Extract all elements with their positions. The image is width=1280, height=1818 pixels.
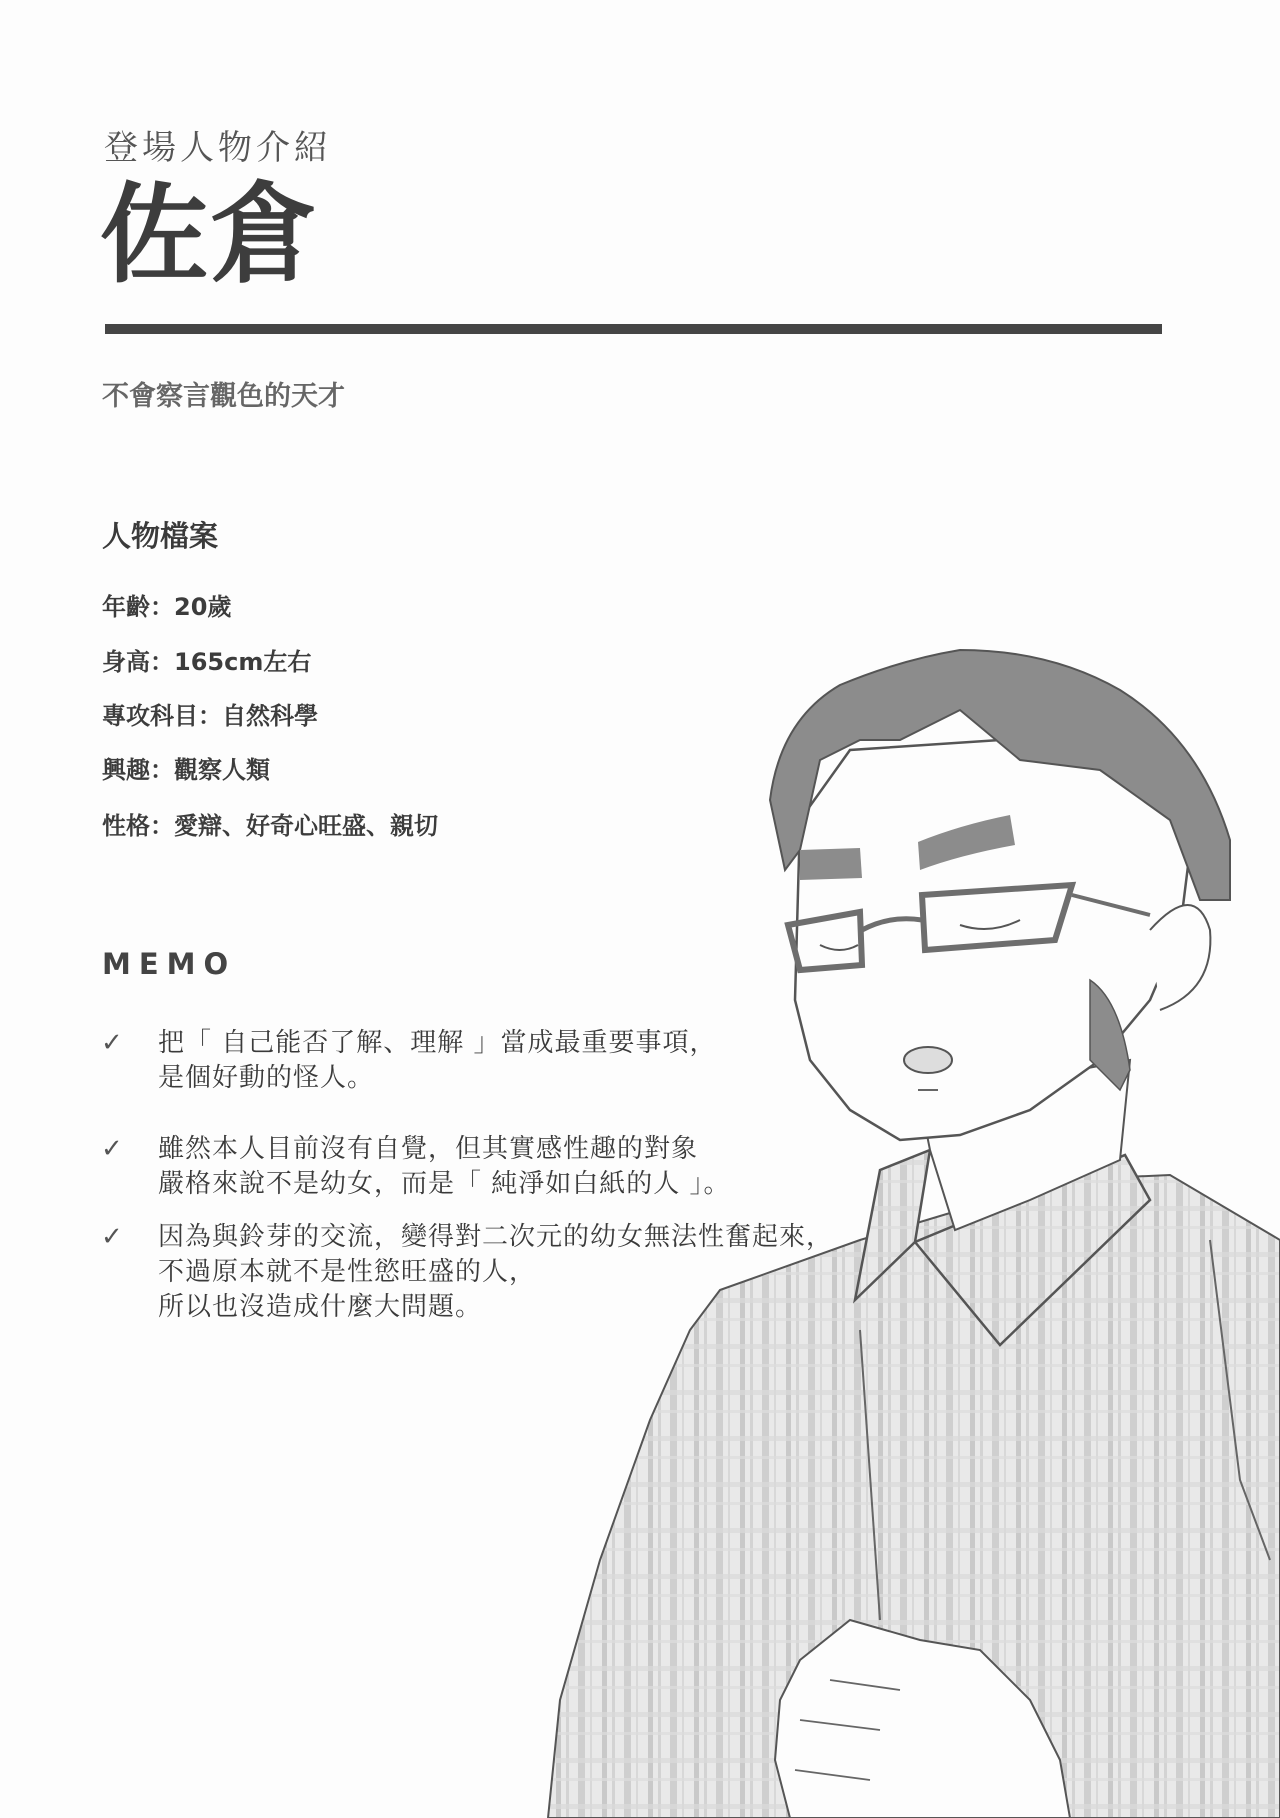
memo-item-2-line-1: 雖然本人目前沒有自覺，但其實感性趣的對象 bbox=[158, 1134, 699, 1164]
profile-age: 年齡：20歲 bbox=[102, 593, 232, 621]
profile-hobby: 興趣：觀察人類 bbox=[102, 756, 270, 784]
memo-item-3-line-3: 所以也沒造成什麼大問題。 bbox=[158, 1292, 483, 1322]
memo-item-1-line-1: 把「 自己能否了解、理解 」當成最重要事項， bbox=[158, 1028, 717, 1058]
memo-heading: MEMO bbox=[102, 947, 237, 981]
profile-major: 專攻科目：自然科學 bbox=[102, 702, 318, 730]
profile-height: 身高：165cm左右 bbox=[102, 648, 312, 676]
memo-item-3-line-1: 因為與鈴芽的交流，變得對二次元的幼女無法性奮起來， bbox=[158, 1222, 834, 1252]
memo-item-1-line-2: 是個好動的怪人。 bbox=[158, 1063, 375, 1093]
check-icon: ✓ bbox=[101, 1222, 123, 1252]
check-icon: ✓ bbox=[101, 1134, 123, 1164]
character-name: 佐倉 bbox=[100, 173, 321, 298]
memo-item-2-line-2: 嚴格來說不是幼女，而是「 純淨如白紙的人 」。 bbox=[158, 1169, 731, 1199]
profile-personality: 性格：愛辯、好奇心旺盛、親切 bbox=[102, 812, 438, 840]
memo-item-3-line-2: 不過原本就不是性慾旺盛的人， bbox=[158, 1257, 537, 1287]
character-tagline: 不會察言觀色的天才 bbox=[102, 381, 345, 412]
profile-heading: 人物檔案 bbox=[102, 519, 219, 553]
title-divider bbox=[105, 324, 1162, 334]
section-kicker: 登場人物介紹 bbox=[104, 128, 332, 168]
check-icon: ✓ bbox=[101, 1028, 123, 1058]
